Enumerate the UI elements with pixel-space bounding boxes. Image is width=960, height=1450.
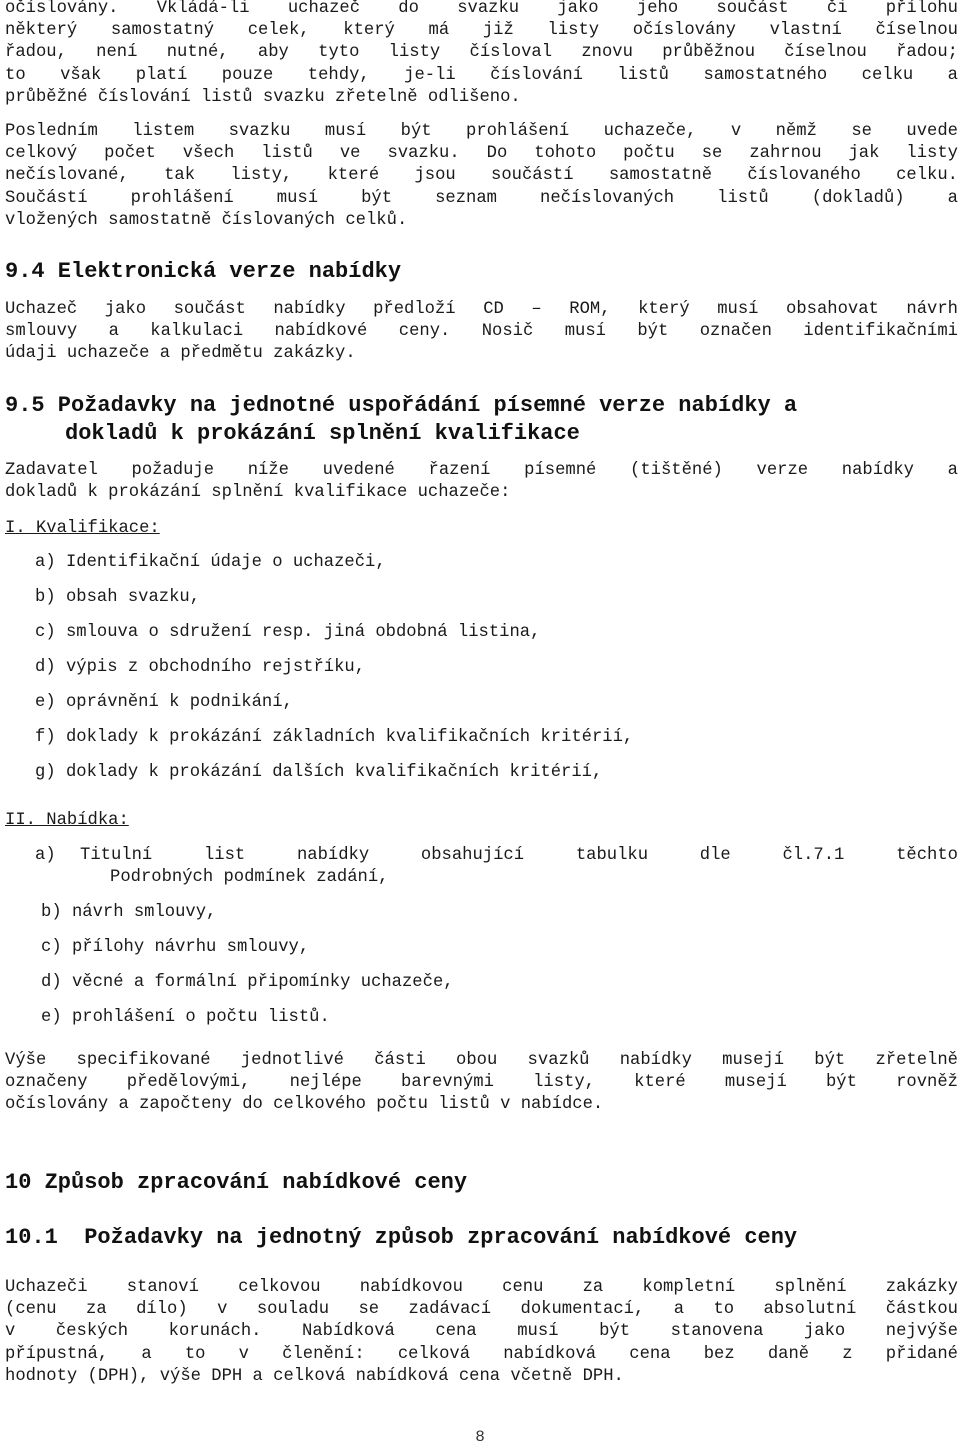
- last-sheet-paragraph: [5, 121, 958, 232]
- list-item: f) doklady k prokázání základních kvalifikačních kritérií,: [35, 728, 634, 747]
- page-number: 8: [475, 1428, 485, 1446]
- text-line: očíslovány a započteny do celkového počtu listů v nabídce.: [5, 1095, 604, 1115]
- text-line: v českých korunách. Nabídková cena musí být stanovena jako nejvýše: [5, 1322, 958, 1342]
- heading-line: 9.5 Požadavky na jednotné uspořádání písemné verze nabídky a: [5, 393, 798, 418]
- list-item-continuation: Podrobných podmínek zadání,: [110, 868, 389, 887]
- text-line: údaji uchazeče a předmětu zakázky.: [5, 344, 356, 364]
- text-line: to však platí pouze tehdy, je-li číslování listů samostatného celku a: [5, 65, 958, 85]
- list-item-text: Titulní list nabídky obsahující tabulku dle čl.7.1 těchto: [80, 846, 958, 865]
- text-line: Zadavatel požaduje níže uvedené řazení písemné (tištěné) verze nabídky a: [5, 461, 958, 480]
- heading-line: dokladů k prokázání splnění kvalifikace: [65, 421, 580, 446]
- list-item: b) návrh smlouvy,: [41, 903, 217, 922]
- text-line: Uchazeči stanoví celkovou nabídkovou cenu za kompletní splnění zakázky: [5, 1278, 958, 1297]
- text-line: Posledním listem svazku musí být prohlášení uchazeče, v němž se uvede: [5, 122, 958, 141]
- group-title-nabidka: II. Nabídka:: [5, 811, 129, 830]
- text-line: nečíslované, tak listy, které jsou součástí samostatně číslovaného celku.: [5, 166, 958, 186]
- text-line: některý samostatný celek, který má již listy očíslovány vlastní číselnou: [5, 21, 958, 41]
- list-item: d) věcné a formální připomínky uchazeče,: [41, 973, 454, 992]
- list-item: c) smlouva o sdružení resp. jiná obdobná listina,: [35, 623, 541, 642]
- list-item: c) přílohy návrhu smlouvy,: [41, 938, 310, 957]
- list-item: e) prohlášení o počtu listů.: [41, 1008, 330, 1027]
- text-line: očíslovány. Vkládá-li uchazeč do svazku jako jeho součást či přílohu: [5, 0, 958, 18]
- list-item: g) doklady k prokázání dalších kvalifikačních kritérií,: [35, 763, 603, 782]
- group-title-kvalifikace: I. Kvalifikace:: [5, 519, 160, 538]
- section-heading-9-4: 9.4 Elektronická verze nabídky: [5, 259, 402, 284]
- section-9-5-intro: [5, 460, 958, 504]
- list-item: e) oprávnění k podnikání,: [35, 693, 293, 712]
- list-item: b) obsah svazku,: [35, 588, 201, 607]
- section-10-1-body: [5, 1277, 958, 1388]
- section-heading-10-1: 10.1 Požadavky na jednotný způsob zpracování nabídkové ceny: [5, 1225, 798, 1250]
- text-line: (cenu za dílo) v souladu se zadávací dokumentací, a to absolutní částkou: [5, 1300, 958, 1320]
- text-line: Uchazeč jako součást nabídky předloží CD – ROM, který musí obsahovat návrh: [5, 300, 958, 319]
- text-line: průběžné číslování listů svazku zřetelně odlišeno.: [5, 87, 521, 107]
- section-heading-9-5: [5, 392, 958, 448]
- text-line: přípustná, a to v členění: celková nabídková cena bez daně z přidané: [5, 1344, 958, 1364]
- list-item: d) výpis z obchodního rejstříku,: [35, 658, 366, 677]
- text-line: hodnoty (DPH), výše DPH a celková nabídková cena včetně DPH.: [5, 1366, 624, 1386]
- text-line: Výše specifikované jednotlivé části obou svazků nabídky musejí být zřetelně: [5, 1051, 958, 1070]
- intro-paragraph: [5, 0, 958, 109]
- text-line: vložených samostatně číslovaných celků.: [5, 210, 408, 230]
- text-line: Součástí prohlášení musí být seznam nečíslovaných listů (dokladů) a: [5, 188, 958, 208]
- text-line: označeny předělovými, nejlépe barevnými listy, které musejí být rovněž: [5, 1073, 958, 1093]
- text-line: řadou, není nutné, aby tyto listy čísloval znovu průběžnou číselnou řadou;: [5, 43, 958, 63]
- kvalifikace-list: [5, 552, 905, 797]
- section-9-5-closing: [5, 1050, 958, 1117]
- text-line: dokladů k prokázání splnění kvalifikace uchazeče:: [5, 483, 511, 503]
- nabidka-list: [41, 902, 941, 1042]
- section-heading-10: 10 Způsob zpracování nabídkové ceny: [5, 1170, 468, 1195]
- text-line: celkový počet všech listů ve svazku. Do tohoto počtu se zahrnou jak listy: [5, 144, 958, 164]
- section-9-4-body: [5, 299, 958, 366]
- list-item-label: a): [35, 846, 56, 865]
- nabidka-first-item: [35, 845, 958, 889]
- list-item: a) Identifikační údaje o uchazeči,: [35, 553, 386, 572]
- text-line: smlouvy a kalkulaci nabídkové ceny. Nosič musí být označen identifikačními: [5, 322, 958, 342]
